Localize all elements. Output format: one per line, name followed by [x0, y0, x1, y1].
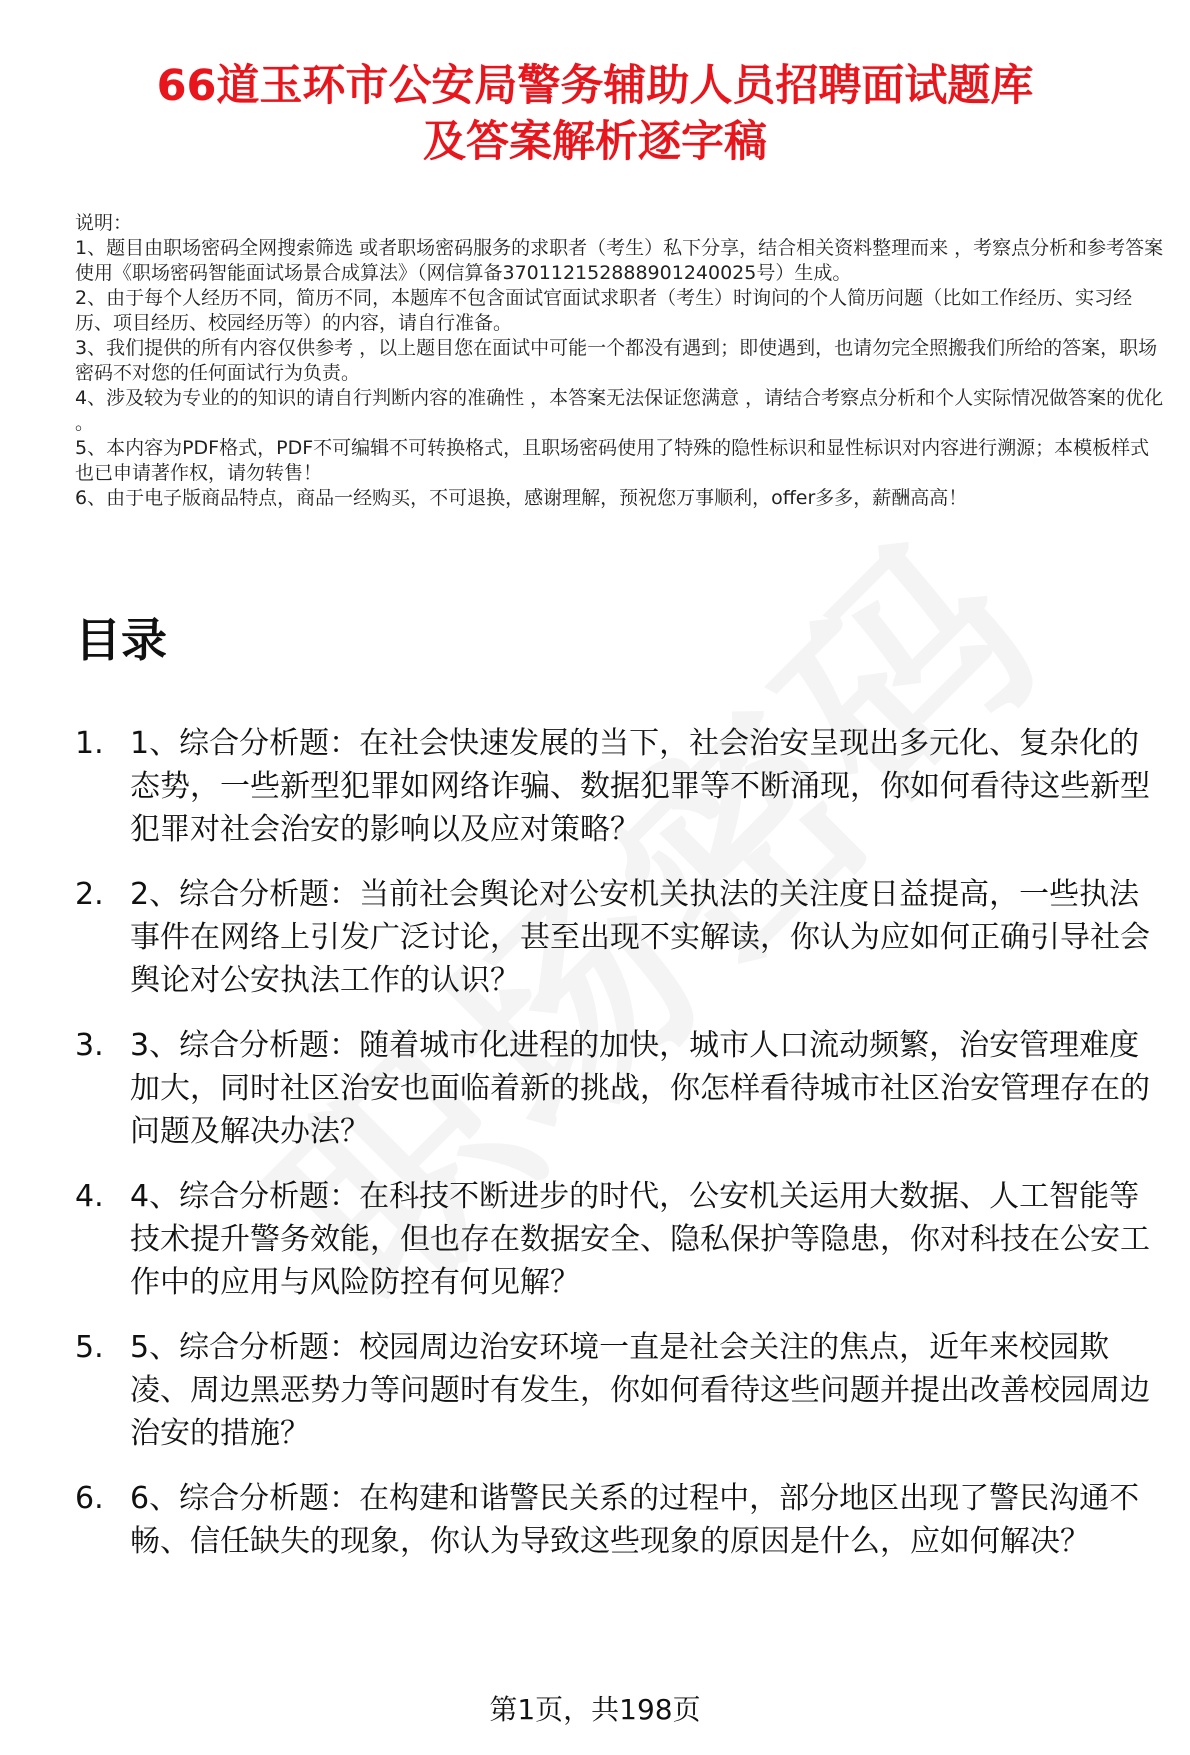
title-line-2: 及答案解析逐字稿: [423, 117, 767, 167]
toc-item-number: 6.: [75, 1481, 104, 1516]
note-item: 3、我们提供的所有内容仅供参考 ，以上题目您在面试中可能一个都没有遇到；即使遇到，也请勿完全照搬我们所给的答案，职场密码不对您的任何面试行为负责。: [75, 337, 1158, 384]
note-item: 1、题目由职场密码全网搜索筛选 或者职场密码服务的求职者（考生）私下分享，结合相关资料整理而来 ，考察点分析和参考答案使用《职场密码智能面试场景合成算法》（网信算备370112152888901240025号）生成。: [75, 237, 1164, 284]
toc-item-text: 4、综合分析题：在科技不断进步的时代，公安机关运用大数据、人工智能等技术提升警务效能，但也存在数据安全、隐私保护等隐患，你对科技在公安工作中的应用与风险防控有何见解？: [130, 1179, 1150, 1300]
note-item: 4、涉及较为专业的的知识的请自行判断内容的准确性 ，本答案无法保证您满意 ，请结合考察点分析和个人实际情况做答案的优化 。: [75, 387, 1164, 434]
page-footer: 第1页，共198页: [489, 1693, 701, 1726]
toc-item[interactable]: [75, 1024, 1165, 1153]
toc-heading: 目录: [75, 613, 167, 667]
toc-item-number: 4.: [75, 1179, 104, 1214]
notes-section: [75, 211, 1165, 511]
toc-item[interactable]: [75, 1326, 1165, 1455]
note-item: 2、由于每个人经历不同，简历不同，本题库不包含面试官面试求职者（考生）时询问的个人简历问题（比如工作经历、实习经历、项目经历、校园经历等）的内容，请自行准备。: [75, 287, 1133, 334]
note-item: 5、本内容为PDF格式，PDF不可编辑不可转换格式，且职场密码使用了特殊的隐性标识和显性标识对内容进行溯源；本模板样式也已申请著作权，请勿转售！: [75, 437, 1150, 484]
toc-item-number: 2.: [75, 877, 104, 912]
page-title: [60, 58, 1130, 170]
toc-item-text: 1、综合分析题：在社会快速发展的当下，社会治安呈现出多元化、复杂化的态势，一些新型犯罪如网络诈骗、数据犯罪等不断涌现，你如何看待这些新型犯罪对社会治安的影响以及应对策略？: [130, 726, 1150, 847]
toc-item-text: 5、综合分析题：校园周边治安环境一直是社会关注的焦点，近年来校园欺凌、周边黑恶势力等问题时有发生，你如何看待这些问题并提出改善校园周边治安的措施？: [130, 1330, 1150, 1451]
toc-item[interactable]: [75, 1477, 1165, 1563]
title-line-1: 66道玉环市公安局警务辅助人员招聘面试题库: [156, 61, 1034, 111]
notes-heading: 说明：: [75, 212, 133, 234]
toc-item-number: 1.: [75, 726, 104, 761]
note-item: 6、由于电子版商品特点，商品一经购买，不可退换，感谢理解，预祝您万事顺利，offer多多，薪酬高高！: [75, 487, 968, 509]
toc-item[interactable]: [75, 722, 1165, 851]
toc-item-text: 3、综合分析题：随着城市化进程的加快，城市人口流动频繁，治安管理难度加大，同时社区治安也面临着新的挑战，你怎样看待城市社区治安管理存在的问题及解决办法？: [130, 1028, 1150, 1149]
toc-item-number: 3.: [75, 1028, 104, 1063]
toc-item[interactable]: [75, 1175, 1165, 1304]
toc-item-text: 2、综合分析题：当前社会舆论对公安机关执法的关注度日益提高，一些执法事件在网络上引发广泛讨论，甚至出现不实解读，你认为应如何正确引导社会舆论对公安执法工作的认识？: [130, 877, 1150, 998]
table-of-contents: [75, 722, 1165, 1585]
toc-item-number: 5.: [75, 1330, 104, 1365]
toc-item-text: 6、综合分析题：在构建和谐警民关系的过程中，部分地区出现了警民沟通不畅、信任缺失的现象，你认为导致这些现象的原因是什么，应如何解决？: [130, 1481, 1140, 1559]
toc-item[interactable]: [75, 873, 1165, 1002]
